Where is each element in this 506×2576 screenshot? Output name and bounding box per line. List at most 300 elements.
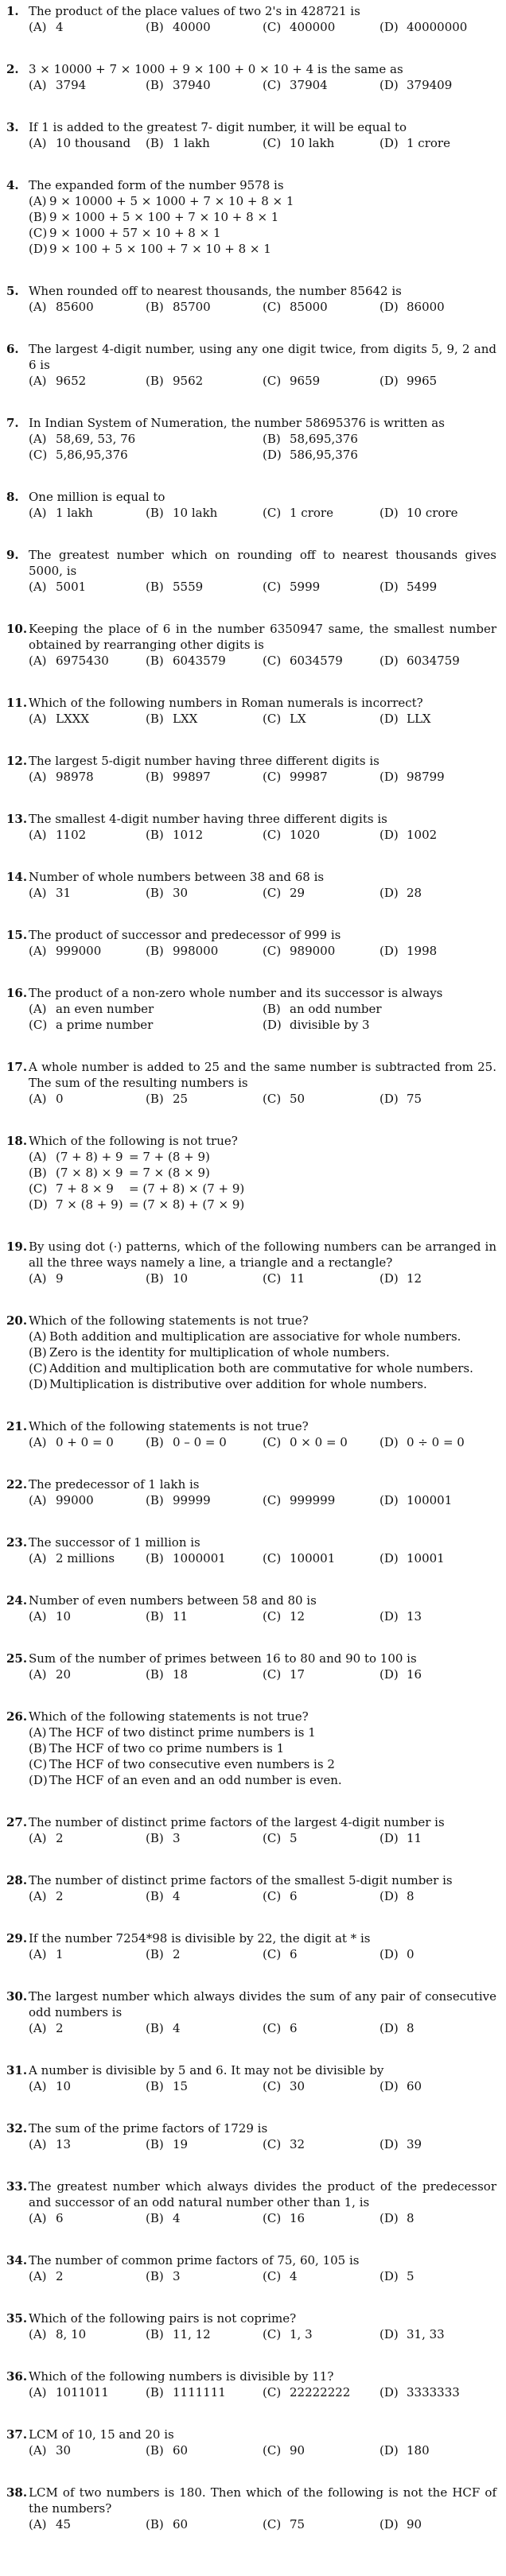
option-row (29, 373, 496, 389)
option (380, 1550, 496, 1566)
option-letter: (A) (29, 886, 47, 900)
question-number: 34. (6, 2253, 28, 2268)
option-text: 4 (290, 2269, 298, 2283)
question-item (6, 341, 496, 389)
question-text: The greatest number which always divides the product of the predecessor and successor of an odd natural number other than 1, is (29, 2179, 496, 2209)
option (146, 19, 263, 35)
question-number: 27. (6, 1815, 28, 1829)
question-text: The product of the place values of two 2's in 428721 is (29, 4, 360, 18)
question-number: 1. (6, 4, 19, 18)
option (263, 135, 380, 151)
options-list (6, 19, 496, 35)
options-list (6, 1830, 496, 1846)
option-text: 10001 (407, 1551, 445, 1565)
options-list (6, 769, 496, 785)
options-list (6, 1724, 496, 1788)
option-row (29, 1329, 496, 1344)
option-text: 0 (56, 1092, 64, 1106)
option-text: 180 (407, 2443, 430, 2458)
question-number: 11. (6, 696, 28, 710)
option-letter: (B) (146, 2327, 164, 2341)
option (263, 1492, 380, 1508)
question-item (6, 811, 496, 843)
question-text: The product of a non-zero whole number and its successor is always (29, 986, 443, 1000)
option-letter: (A) (29, 136, 47, 150)
option-text: 99987 (290, 770, 328, 784)
question-stem (6, 2178, 496, 2210)
option-text: 2 (56, 1889, 64, 1903)
question-text: The smallest 4-digit number having three different digits is (29, 812, 387, 826)
option (380, 373, 496, 389)
option (380, 505, 496, 521)
question-item (6, 61, 496, 93)
option-row (29, 1017, 496, 1033)
option-row (29, 1149, 496, 1165)
option (146, 1492, 263, 1508)
option (29, 885, 146, 901)
option-letter: (B) (146, 2269, 164, 2283)
option (380, 827, 496, 843)
option (29, 1091, 146, 1107)
option-lhs: (7 + 8) + 9 (56, 1150, 123, 1164)
option-text: 10 thousand (56, 136, 131, 150)
question-text: The largest 4-digit number, using any one digit twice, from digits 5, 9, 2 and 6 is (29, 342, 496, 372)
option-row (29, 299, 496, 315)
option-letter: (C) (263, 654, 282, 668)
options-list (6, 1666, 496, 1682)
option (29, 431, 263, 447)
option-letter: (C) (263, 2517, 282, 2531)
option-text: The HCF of two consecutive even numbers is 2 (49, 1757, 335, 1771)
question-stem (6, 3, 496, 19)
question-stem (6, 927, 496, 943)
question-stem (6, 2310, 496, 2326)
options-list (6, 1271, 496, 1286)
option (146, 77, 263, 93)
option-text: 17 (290, 1667, 306, 1682)
option-letter: (D) (380, 2211, 399, 2225)
question-item (6, 1709, 496, 1788)
option (29, 209, 496, 225)
option (263, 2384, 380, 2400)
option-letter: (C) (263, 1947, 282, 1961)
option-letter: (A) (29, 1002, 47, 1016)
option (263, 1946, 380, 1962)
option (146, 299, 263, 315)
question-item (6, 753, 496, 785)
option-text: 1998 (407, 944, 438, 958)
options-list (6, 373, 496, 389)
option (29, 1360, 496, 1376)
option-letter: (C) (29, 448, 48, 462)
option-text: 2 (56, 1831, 64, 1845)
option-text: 58,695,376 (290, 432, 358, 446)
option-letter: (A) (29, 194, 47, 208)
option-letter: (A) (29, 770, 47, 784)
option-text: 12 (407, 1271, 422, 1286)
question-text: Which of the following pairs is not coprime? (29, 2311, 297, 2326)
option (29, 1608, 146, 1624)
option-row (29, 1830, 496, 1846)
option-text: 31 (56, 886, 72, 900)
option-text: 6 (56, 2211, 64, 2225)
option-text: 0 + 0 = 0 (56, 1435, 114, 1449)
option (380, 19, 496, 35)
question-item (6, 283, 496, 315)
option-row (29, 19, 496, 35)
option-row (29, 579, 496, 595)
option-text: 0 × 0 = 0 (290, 1435, 348, 1449)
option-lhs: (7 × 8) × 9 (56, 1166, 123, 1180)
option (263, 2268, 380, 2284)
option (146, 2020, 263, 2036)
option-letter: (D) (380, 2517, 399, 2531)
option-letter: (A) (29, 654, 47, 668)
option-letter: (D) (380, 1092, 399, 1106)
option-letter: (C) (263, 2079, 282, 2093)
question-stem (6, 753, 496, 769)
option-letter: (C) (263, 2269, 282, 2283)
option-row (29, 447, 496, 463)
option-text: 16 (290, 2211, 306, 2225)
option-text: 9 × 1000 + 57 × 10 + 8 × 1 (49, 226, 221, 240)
option (263, 447, 496, 463)
question-stem (6, 2368, 496, 2384)
option-letter: (C) (263, 886, 282, 900)
option-row (29, 2020, 496, 2036)
option (29, 769, 146, 785)
question-text: The number of distinct prime factors of the smallest 5-digit number is (29, 1873, 453, 1887)
option-row (29, 193, 496, 209)
option (263, 373, 380, 389)
question-text: Which of the following statements is not true? (29, 1313, 309, 1328)
question-item (6, 869, 496, 901)
option-text: 5559 (173, 580, 204, 594)
option-letter: (D) (380, 1947, 399, 1961)
question-item (6, 621, 496, 669)
option-letter: (A) (29, 944, 47, 958)
option-text: 9 × 1000 + 5 × 100 + 7 × 10 + 8 × 1 (49, 210, 279, 224)
option-letter: (C) (263, 78, 282, 92)
question-number: 35. (6, 2311, 28, 2326)
question-number: 15. (6, 928, 28, 942)
question-number: 20. (6, 1313, 28, 1328)
option-text: 15 (173, 2079, 189, 2093)
option-letter: (C) (263, 2327, 282, 2341)
options-list (6, 2326, 496, 2342)
options-list (6, 2442, 496, 2458)
option-letter: (B) (146, 654, 164, 668)
question-stem (6, 341, 496, 373)
option (380, 885, 496, 901)
option-letter: (B) (146, 712, 164, 726)
option-text: 37904 (290, 78, 328, 92)
option-text: 85700 (173, 300, 211, 314)
option-text: 40000000 (407, 20, 468, 34)
option-letter: (C) (29, 1181, 48, 1196)
question-stem (6, 2252, 496, 2268)
option-letter: (B) (146, 136, 164, 150)
option-letter: (B) (146, 1435, 164, 1449)
option-text: 30 (173, 886, 189, 900)
option-text: 100001 (290, 1551, 336, 1565)
option-letter: (B) (29, 210, 47, 224)
question-number: 24. (6, 1593, 28, 1608)
option-row (29, 505, 496, 521)
option-letter: (C) (263, 506, 282, 520)
option-text: 999000 (56, 944, 102, 958)
option-text: 400000 (290, 20, 336, 34)
option (263, 653, 380, 669)
option-letter: (B) (263, 432, 281, 446)
option (263, 2516, 380, 2532)
option (263, 579, 380, 595)
option-row (29, 209, 496, 225)
question-item (6, 1476, 496, 1508)
option (29, 1492, 146, 1508)
option (263, 2136, 380, 2152)
option-row (29, 1666, 496, 1682)
option (263, 1271, 380, 1286)
option (29, 1666, 146, 1682)
question-stem (6, 2062, 496, 2078)
question-stem (6, 177, 496, 193)
option-letter: (B) (146, 2211, 164, 2225)
option-text: 586,95,376 (290, 448, 358, 462)
question-item (6, 177, 496, 257)
option-text: 100001 (407, 1493, 453, 1507)
question-item (6, 985, 496, 1033)
question-number: 2. (6, 62, 19, 76)
option (146, 1091, 263, 1107)
options-list (6, 1001, 496, 1033)
option (29, 2384, 146, 2400)
option-letter: (A) (29, 712, 47, 726)
option-text: an odd number (290, 1002, 382, 1016)
option-letter: (D) (380, 374, 399, 388)
option (380, 1608, 496, 1624)
option-letter: (D) (29, 1197, 48, 1212)
option-text: 8 (407, 1889, 415, 1903)
option-letter: (C) (263, 712, 282, 726)
question-text: Which of the following numbers in Roman numerals is incorrect? (29, 696, 423, 710)
option (263, 19, 380, 35)
option-letter: (A) (29, 2269, 47, 2283)
option-row (29, 1271, 496, 1286)
option-letter: (D) (380, 2443, 399, 2458)
option (29, 2516, 146, 2532)
option (146, 373, 263, 389)
option-letter: (C) (29, 1361, 48, 1375)
question-text: If the number 7254*98 is divisible by 22, the digit at * is (29, 1931, 371, 1946)
option-text: 99000 (56, 1493, 94, 1507)
question-number: 38. (6, 2485, 28, 2500)
question-text: A whole number is added to 25 and the same number is subtracted from 25. The sum of the resulting numbers is (29, 1060, 496, 1090)
option (29, 1376, 496, 1392)
option-row (29, 1724, 496, 1740)
option-text: 98799 (407, 770, 445, 784)
option-letter: (A) (29, 1092, 47, 1106)
option-text: 8, 10 (56, 2327, 87, 2341)
option-letter: (D) (380, 300, 399, 314)
question-item (6, 1418, 496, 1450)
option (380, 2078, 496, 2094)
option (29, 1740, 496, 1756)
option (263, 1434, 380, 1450)
option-text: LXXX (56, 712, 89, 726)
option-letter: (D) (380, 1271, 399, 1286)
option (29, 193, 496, 209)
option-text: 60 (407, 2079, 422, 2093)
question-item (6, 695, 496, 727)
option-row (29, 77, 496, 93)
option (146, 827, 263, 843)
option-text: 32 (290, 2137, 306, 2151)
option (29, 1329, 496, 1344)
question-text: Which of the following statements is not true? (29, 1419, 309, 1433)
option-letter: (A) (29, 1150, 47, 1164)
option (146, 769, 263, 785)
question-item (6, 547, 496, 595)
option-row (29, 2268, 496, 2284)
option-letter: (D) (380, 2079, 399, 2093)
option-letter: (D) (380, 20, 399, 34)
question-number: 25. (6, 1651, 28, 1666)
option-text: 2 (56, 2021, 64, 2035)
options-list (6, 1550, 496, 1566)
option (29, 1888, 146, 1904)
question-text: In Indian System of Numeration, the number 58695376 is written as (29, 416, 445, 430)
option (29, 505, 146, 521)
question-text: The largest number which always divides the sum of any pair of consecutive odd numbers is (29, 1989, 496, 2019)
option (380, 2268, 496, 2284)
option (380, 579, 496, 595)
options-list (6, 135, 496, 151)
option-text: 5 (407, 2269, 415, 2283)
option (380, 2210, 496, 2226)
question-item (6, 3, 496, 35)
option (263, 1550, 380, 1566)
options-list (6, 2384, 496, 2400)
options-list (6, 2136, 496, 2152)
option-text: 6975430 (56, 654, 109, 668)
option-letter: (D) (380, 2327, 399, 2341)
question-number: 16. (6, 986, 28, 1000)
option-letter: (B) (146, 1609, 164, 1624)
question-text: The number of distinct prime factors of the largest 4-digit number is (29, 1815, 445, 1829)
option-text: Both addition and multiplication are associative for whole numbers. (49, 1329, 461, 1344)
option-text: 9659 (290, 374, 321, 388)
option-text: 3 (173, 1831, 181, 1845)
question-stem (6, 489, 496, 505)
option-text: 30 (290, 2079, 306, 2093)
option-letter: (D) (380, 654, 399, 668)
options-list (6, 1434, 496, 1450)
question-number: 29. (6, 1931, 28, 1946)
option-rhs: = (7 + 8) × (7 + 9) (129, 1181, 245, 1196)
option (29, 2442, 146, 2458)
question-text: If 1 is added to the greatest 7- digit number, it will be equal to (29, 120, 407, 134)
question-text: Which of the following is not true? (29, 1134, 238, 1148)
option-row (29, 1772, 496, 1788)
option-letter: (B) (146, 1831, 164, 1845)
option-row (29, 135, 496, 151)
option (29, 447, 263, 463)
option (29, 299, 146, 315)
option-letter: (A) (29, 2137, 47, 2151)
option (29, 225, 496, 241)
option-letter: (D) (380, 1609, 399, 1624)
options-list (6, 2020, 496, 2036)
option-text: 58,69, 53, 76 (56, 432, 136, 446)
option-letter: (C) (263, 300, 282, 314)
option-text: 1011011 (56, 2385, 109, 2399)
option (146, 2078, 263, 2094)
question-number: 32. (6, 2121, 28, 2136)
question-number: 21. (6, 1419, 28, 1433)
question-text: One million is equal to (29, 490, 165, 504)
question-text: The predecessor of 1 lakh is (29, 1477, 200, 1492)
option-letter: (B) (146, 1947, 164, 1961)
question-text: The sum of the prime factors of 1729 is (29, 2121, 268, 2136)
option-text: 28 (407, 886, 422, 900)
option-row (29, 943, 496, 959)
question-text: The greatest number which on rounding off to nearest thousands gives 5000, is (29, 548, 496, 578)
option-letter: (C) (263, 770, 282, 784)
options-list (6, 1091, 496, 1107)
question-number: 36. (6, 2369, 28, 2384)
option-lhs: 7 × (8 + 9) (56, 1197, 123, 1212)
question-number: 33. (6, 2179, 28, 2194)
option (29, 2210, 146, 2226)
question-item (6, 2120, 496, 2152)
option (29, 1756, 496, 1772)
options-list (6, 1608, 496, 1624)
option (263, 2442, 380, 2458)
option-text: 10 lakh (173, 506, 218, 520)
option (380, 1830, 496, 1846)
question-stem (6, 1313, 496, 1329)
option-letter: (C) (263, 136, 282, 150)
option-text: 11 (407, 1831, 422, 1845)
option-text: 2 millions (56, 1551, 115, 1565)
option (29, 1434, 146, 1450)
option-letter: (D) (380, 712, 399, 726)
option-text: 379409 (407, 78, 453, 92)
option-text: 999999 (290, 1493, 336, 1507)
option-letter: (D) (29, 1377, 48, 1391)
option-text: 11 (173, 1609, 189, 1624)
question-item (6, 1988, 496, 2036)
option-text: 10 lakh (290, 136, 335, 150)
option-row (29, 827, 496, 843)
option-letter: (A) (29, 580, 47, 594)
option (29, 653, 146, 669)
option-text: 11, 12 (173, 2327, 211, 2341)
option-rhs: = 7 + (8 + 9) (129, 1150, 210, 1164)
question-stem (6, 1476, 496, 1492)
question-stem (6, 1534, 496, 1550)
option-text: The HCF of two co prime numbers is 1 (49, 1741, 285, 1755)
option (380, 1888, 496, 1904)
question-number: 3. (6, 120, 19, 134)
option-letter: (A) (29, 1725, 47, 1740)
question-text: A number is divisible by 5 and 6. It may not be divisible by (29, 2063, 384, 2077)
option-letter: (C) (263, 1092, 282, 1106)
question-item (6, 1133, 496, 1212)
option-letter: (C) (263, 580, 282, 594)
option-text: 2 (56, 2269, 64, 2283)
